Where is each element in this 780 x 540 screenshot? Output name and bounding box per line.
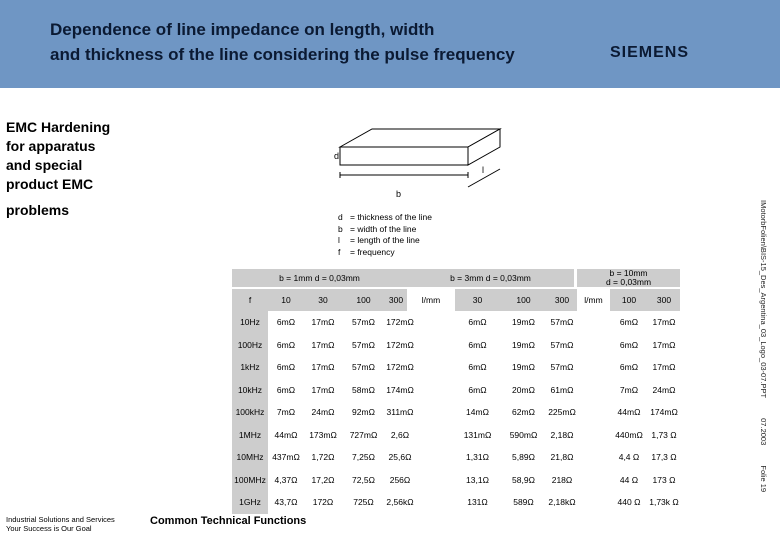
slide-title — [50, 17, 515, 67]
group-header-b3: b = 3mm d = 0,03mm — [407, 269, 574, 287]
sidebar-line: product EMC — [6, 176, 94, 192]
column-header: 100 — [500, 289, 547, 311]
impedance-cell: 57mΩ — [352, 339, 375, 350]
impedance-cell: 2,56kΩ — [386, 497, 414, 508]
impedance-cell: 727mΩ — [349, 429, 378, 440]
impedance-cell: 6mΩ — [468, 362, 487, 373]
impedance-cell: 4,4 Ω — [618, 452, 640, 463]
footer-line-1: Industrial Solutions and Services — [6, 515, 115, 524]
impedance-cell: 6mΩ — [468, 384, 487, 395]
impedance-cell: 590mΩ — [509, 429, 538, 440]
impedance-cell: 24mΩ — [311, 407, 335, 418]
impedance-cell: 6mΩ — [468, 317, 487, 328]
impedance-cell: 4,37Ω — [274, 474, 298, 485]
impedance-cell: 174mΩ — [650, 407, 678, 418]
impedance-cell: 14mΩ — [466, 407, 489, 418]
impedance-cell: 17mΩ — [311, 384, 335, 395]
vertical-file-info — [759, 200, 768, 540]
impedance-cell: 58,9Ω — [512, 474, 535, 485]
impedance-cell: 173 Ω — [652, 474, 676, 485]
impedance-cell: 2,18kΩ — [548, 497, 576, 508]
impedance-cell: 62mΩ — [512, 407, 535, 418]
impedance-cell: 172mΩ — [386, 339, 414, 350]
impedance-cell: 17mΩ — [652, 362, 676, 373]
impedance-cell: 173mΩ — [309, 429, 337, 440]
impedance-cell: 25,6Ω — [388, 452, 412, 463]
impedance-cell: 1,72Ω — [311, 452, 335, 463]
impedance-cell: 172Ω — [312, 497, 334, 508]
column-header: l/mm — [421, 295, 441, 305]
file-path: IMotorbFolien\BIS-15_Des_Argentina_03_Logo_03-07.PPT — [759, 200, 768, 399]
impedance-cell: 172mΩ — [386, 362, 414, 373]
impedance-cell: 19mΩ — [512, 317, 535, 328]
impedance-cell: 17mΩ — [652, 339, 676, 350]
impedance-cell: 2,6Ω — [390, 429, 410, 440]
impedance-cell: 6mΩ — [276, 362, 296, 373]
impedance-cell: 13,1Ω — [466, 474, 489, 485]
impedance-cell: 6mΩ — [619, 317, 639, 328]
column-header: 300 — [547, 289, 577, 311]
footer-title: Common Technical Functions — [150, 515, 307, 527]
impedance-cell: 44mΩ — [617, 407, 641, 418]
impedance-cell: 7,25Ω — [352, 452, 375, 463]
impedance-cell: 17mΩ — [311, 317, 335, 328]
impedance-cell: 437mΩ — [272, 452, 300, 463]
impedance-cell: 20mΩ — [512, 384, 535, 395]
header-bar — [0, 0, 780, 88]
frequency-cell: 1GHz — [239, 497, 261, 508]
impedance-cell: 725Ω — [353, 497, 374, 508]
impedance-cell: 92mΩ — [352, 407, 375, 418]
impedance-cell: 6mΩ — [468, 339, 487, 350]
diagram-label-l: l — [482, 165, 484, 175]
sidebar-last-line: problems — [6, 202, 70, 218]
impedance-cell: 57mΩ — [352, 317, 375, 328]
legend-text: = length of the line — [350, 235, 420, 245]
impedance-cell: 174mΩ — [386, 384, 414, 395]
impedance-cell: 440mΩ — [615, 429, 643, 440]
impedance-cell: 19mΩ — [512, 339, 535, 350]
sidebar-line: EMC Hardening — [6, 119, 111, 135]
impedance-cell: 6mΩ — [619, 339, 639, 350]
impedance-cell: 72,5Ω — [352, 474, 375, 485]
column-header: l/mm — [584, 295, 603, 305]
impedance-cell: 6mΩ — [276, 317, 296, 328]
impedance-cell: 256Ω — [389, 474, 411, 485]
impedance-cell: 7mΩ — [619, 384, 639, 395]
legend-key: f — [338, 246, 341, 257]
legend-row — [338, 247, 432, 259]
impedance-cell: 2,18Ω — [550, 429, 574, 440]
sidebar-heading — [6, 118, 110, 194]
diagram-label-b: b — [396, 189, 402, 199]
footer-line-2: Your Success is Our Goal — [6, 524, 92, 533]
impedance-cell: 61mΩ — [550, 384, 574, 395]
impedance-cell: 17,2Ω — [311, 474, 335, 485]
impedance-cell: 57mΩ — [550, 339, 574, 350]
frequency-cell: 10Hz — [240, 317, 260, 328]
sidebar-line: and special — [6, 157, 83, 173]
legend-key: l — [338, 235, 340, 245]
column-header: 10 — [268, 289, 304, 311]
impedance-cell: 1,31Ω — [466, 452, 489, 463]
frequency-cell: 1MHz — [238, 429, 262, 440]
impedance-cell: 589Ω — [513, 497, 534, 508]
impedance-cell: 43,7Ω — [274, 497, 298, 508]
impedance-cell: 440 Ω — [617, 497, 641, 508]
impedance-cell: 57mΩ — [352, 362, 375, 373]
file-date: 07.2003 — [759, 418, 768, 446]
impedance-cell: 57mΩ — [550, 362, 574, 373]
column-header: 100 — [610, 289, 648, 311]
legend-row — [338, 212, 432, 224]
legend-text: = width of the line — [350, 223, 417, 234]
impedance-cell: 5,89Ω — [512, 452, 535, 463]
impedance-cell: 44 Ω — [619, 474, 639, 485]
impedance-cell: 19mΩ — [512, 362, 535, 373]
frequency-cell: 1kHz — [240, 362, 260, 373]
legend-row — [338, 235, 432, 247]
impedance-cell: 311mΩ — [386, 407, 414, 418]
impedance-cell: 44mΩ — [274, 429, 298, 440]
legend-key: b — [338, 223, 343, 234]
legend-text: = thickness of the line — [350, 212, 432, 222]
frequency-cell: 100Hz — [237, 339, 263, 350]
line-diagram — [330, 125, 520, 205]
column-header: 300 — [648, 289, 680, 311]
legend-text: = frequency — [350, 246, 395, 257]
impedance-cell: 6mΩ — [619, 362, 639, 373]
title-line-1: Dependence of line impedance on length, width — [50, 20, 435, 39]
frequency-cell: 10MHz — [236, 452, 264, 463]
sidebar-line: for apparatus — [6, 138, 96, 154]
column-header: 100 — [342, 289, 385, 311]
impedance-cell: 58mΩ — [352, 384, 375, 395]
impedance-cell: 17mΩ — [311, 362, 335, 373]
impedance-cell: 1,73 Ω — [651, 429, 677, 440]
impedance-cell: 24mΩ — [652, 384, 676, 395]
impedance-cell: 7mΩ — [276, 407, 296, 418]
impedance-cell: 225mΩ — [548, 407, 576, 418]
impedance-cell: 218Ω — [551, 474, 573, 485]
impedance-cell: 6mΩ — [276, 339, 296, 350]
legend-key: d — [338, 212, 343, 222]
frequency-cell: 10kHz — [237, 384, 263, 395]
impedance-cell: 17mΩ — [652, 317, 676, 328]
column-header: 300 — [385, 289, 407, 311]
group-header-b10 — [577, 269, 680, 287]
impedance-cell: 17,3 Ω — [651, 452, 677, 463]
impedance-cell: 131mΩ — [463, 429, 492, 440]
impedance-cell: 57mΩ — [550, 317, 574, 328]
siemens-logo: SIEMENS — [610, 44, 690, 61]
impedance-cell: 6mΩ — [276, 384, 296, 395]
impedance-cell: 21,8Ω — [550, 452, 574, 463]
legend-row — [338, 224, 432, 236]
column-header: 30 — [455, 289, 500, 311]
impedance-cell: 131Ω — [467, 497, 488, 508]
title-line-2: and thickness of the line considering the pulse frequency — [50, 45, 515, 64]
frequency-cell: 100MHz — [234, 474, 266, 485]
legend — [338, 212, 432, 258]
column-header: 30 — [304, 289, 342, 311]
group-header-b10-line1: b = 10mm — [609, 268, 648, 278]
diagram-label-d: d — [334, 151, 340, 161]
footer-company — [6, 515, 115, 533]
impedance-cell: 17mΩ — [311, 339, 335, 350]
column-header: f — [232, 289, 268, 311]
group-header-b10-line2: d = 0,03mm — [605, 277, 652, 287]
frequency-cell: 100kHz — [235, 407, 265, 418]
impedance-cell: 172mΩ — [386, 317, 414, 328]
slide-number: Folie 19 — [759, 465, 768, 493]
impedance-cell: 1,73k Ω — [649, 497, 679, 508]
group-header-b1: b = 1mm d = 0,03mm — [232, 269, 407, 287]
